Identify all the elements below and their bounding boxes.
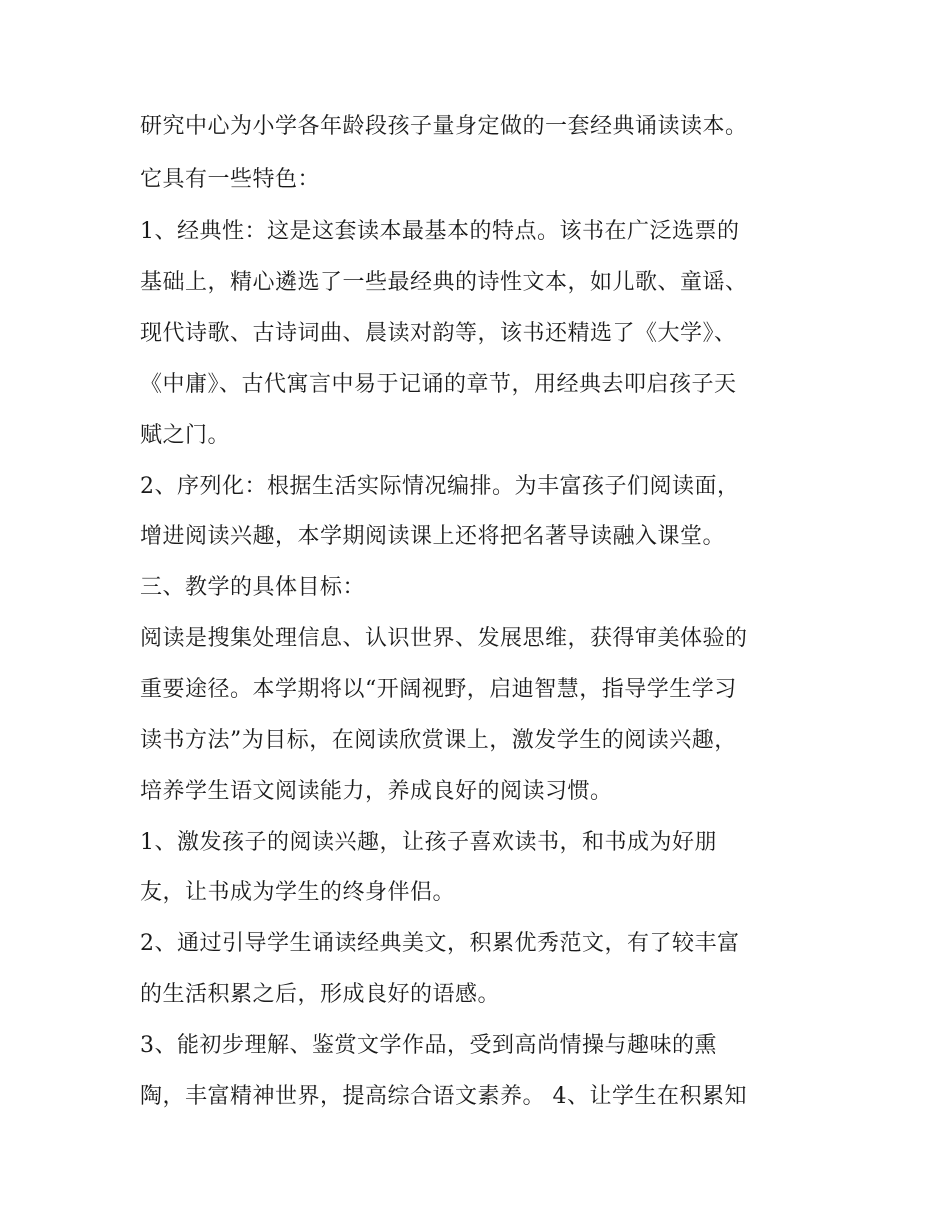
text-line-6: 《中庸》、古代寓言中易于记诵的章节，用经典去叩启孩子天 — [140, 372, 737, 397]
text-line-20: 陶，丰富精神世界，提高综合语文素养。 4、让学生在积累知 — [140, 1084, 747, 1109]
text-line-3: 1、经典性：这是这套读本最基本的特点。该书在广泛选票的 — [140, 219, 740, 244]
text-line-15: 1、激发孩子的阅读兴趣，让孩子喜欢读书，和书成为好朋 — [140, 830, 717, 855]
text-line-12: 重要途径。本学期将以“开阔视野，启迪智慧，指导学生学习 — [140, 677, 737, 702]
text-line-4: 基础上，精心遴选了一些最经典的诗性文本，如儿歌、童谣、 — [140, 270, 748, 295]
text-line-16: 友，让书成为学生的终身伴侣。 — [140, 880, 456, 905]
text-line-9: 增进阅读兴趣，本学期阅读课上还将把名著导读融入课堂。 — [140, 524, 726, 549]
text-line-2: 它具有一些特色： — [140, 167, 321, 192]
text-line-5: 现代诗歌、古诗词曲、晨读对韵等，该书还精选了《大学》、 — [140, 321, 737, 346]
text-line-19: 3、能初步理解、鉴赏文学作品，受到高尚情操与趣味的熏 — [140, 1033, 717, 1058]
text-line-17: 2、通过引导学生诵读经典美文，积累优秀范文，有了较丰富 — [140, 931, 740, 956]
text-line-1: 研究中心为小学各年龄段孩子量身定做的一套经典诵读读本。 — [140, 114, 748, 139]
text-line-8: 2、序列化：根据生活实际情况编排。为丰富孩子们阅读面， — [140, 474, 740, 499]
text-line-10: 三、教学的具体目标： — [140, 575, 366, 600]
text-line-18: 的生活积累之后，形成良好的语感。 — [140, 982, 501, 1007]
text-line-14: 培养学生语文阅读能力，养成良好的阅读习惯。 — [140, 779, 613, 804]
text-line-7: 赋之门。 — [140, 423, 231, 448]
text-line-13: 读书方法”为目标，在阅读欣赏课上，激发学生的阅读兴趣， — [140, 728, 737, 753]
text-line-11: 阅读是搜集处理信息、认识世界、发展思维，获得审美体验的 — [140, 626, 748, 651]
